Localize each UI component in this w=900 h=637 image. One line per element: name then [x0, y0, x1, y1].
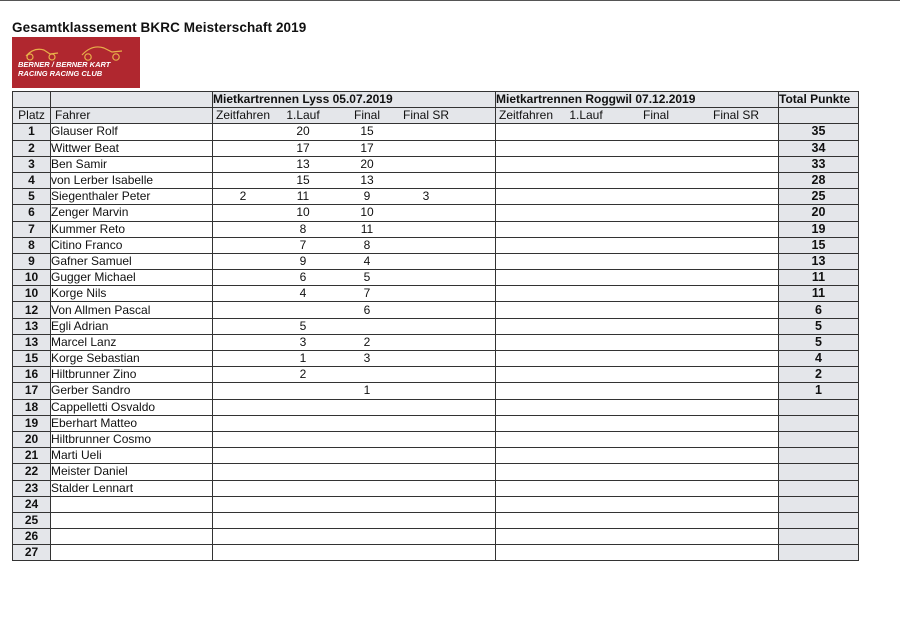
race1-subheaders [213, 108, 496, 124]
race1-lauf-cell: 17 [296, 140, 310, 155]
race1-final-sr-cell [401, 141, 451, 156]
race1-final-cell: 5 [363, 270, 371, 285]
rank-cell: 9 [13, 253, 51, 269]
total-points-cell: 1 [779, 383, 859, 399]
driver-name-cell: Glauser Rolf [51, 124, 213, 140]
total-points-cell: 2 [779, 367, 859, 383]
race1-zeitfahren-cell [213, 222, 273, 237]
total-points-cell [779, 399, 859, 415]
race2-results [496, 140, 779, 156]
driver-name-cell: Cappelletti Osvaldo [51, 399, 213, 415]
race2-col-final-sr: Final SR [712, 108, 759, 123]
race1-zeitfahren-cell [213, 303, 273, 318]
race1-results [213, 399, 496, 415]
table-row [13, 318, 859, 334]
race1-final-sr-cell [401, 335, 451, 350]
race2-results [496, 318, 779, 334]
race2-results [496, 512, 779, 528]
total-points-cell [779, 480, 859, 496]
race1-lauf-cell: 7 [299, 237, 307, 252]
driver-name-cell: Siegenthaler Peter [51, 189, 213, 205]
driver-name-cell [51, 545, 213, 561]
race2-results [496, 351, 779, 367]
race1-results [213, 172, 496, 188]
race1-final-cell: 10 [360, 205, 374, 220]
total-points-cell: 5 [779, 318, 859, 334]
race1-results [213, 253, 496, 269]
race1-results [213, 496, 496, 512]
table-row [13, 512, 859, 528]
table-row [13, 124, 859, 140]
race2-results [496, 448, 779, 464]
race1-results [213, 545, 496, 561]
column-header-row [13, 108, 859, 124]
race1-lauf-cell: 9 [299, 253, 307, 268]
race1-results [213, 270, 496, 286]
total-points-cell: 4 [779, 351, 859, 367]
race2-results [496, 172, 779, 188]
race1-final-cell: 9 [363, 189, 371, 204]
race2-results [496, 415, 779, 431]
rank-cell: 21 [13, 448, 51, 464]
total-title: Total Punkte [779, 92, 859, 108]
driver-name-cell: Ben Samir [51, 156, 213, 172]
rank-cell: 18 [13, 399, 51, 415]
race2-results [496, 189, 779, 205]
race1-results [213, 529, 496, 545]
race1-lauf-cell: 11 [296, 189, 310, 204]
total-points-cell: 28 [779, 172, 859, 188]
race1-final-cell: 15 [360, 124, 374, 139]
rank-cell: 15 [13, 351, 51, 367]
table-row [13, 415, 859, 431]
total-points-cell: 33 [779, 156, 859, 172]
driver-name-cell: Eberhart Matteo [51, 415, 213, 431]
race1-final-sr-cell [401, 319, 451, 334]
race2-results [496, 545, 779, 561]
race1-results [213, 237, 496, 253]
race-header-row [13, 92, 859, 108]
race1-results [213, 415, 496, 431]
rank-cell: 10 [13, 286, 51, 302]
race1-final-sr-cell [401, 173, 451, 188]
rank-cell: 24 [13, 496, 51, 512]
race2-col-zeitfahren: Zeitfahren [498, 108, 554, 123]
race1-results [213, 124, 496, 140]
total-points-cell: 20 [779, 205, 859, 221]
total-points-cell: 25 [779, 189, 859, 205]
rank-cell: 10 [13, 270, 51, 286]
driver-name-cell: Hiltbrunner Cosmo [51, 431, 213, 447]
rank-cell: 27 [13, 545, 51, 561]
rank-cell: 25 [13, 512, 51, 528]
race1-lauf-cell: 15 [296, 173, 310, 188]
driver-name-cell [51, 496, 213, 512]
rank-cell: 4 [13, 172, 51, 188]
rank-cell: 22 [13, 464, 51, 480]
total-points-cell [779, 512, 859, 528]
race1-col-final-sr: Final SR [402, 108, 449, 123]
header-blank-total [779, 108, 859, 124]
driver-name-cell: Stalder Lennart [51, 480, 213, 496]
race1-zeitfahren-cell [213, 286, 273, 301]
race1-results [213, 302, 496, 318]
table-row [13, 205, 859, 221]
table-row [13, 351, 859, 367]
race1-final-cell [333, 319, 401, 334]
race2-results [496, 399, 779, 415]
total-points-cell [779, 448, 859, 464]
race2-results [496, 286, 779, 302]
table-row [13, 334, 859, 350]
driver-name-cell [51, 529, 213, 545]
rank-cell: 3 [13, 156, 51, 172]
race1-zeitfahren-cell [213, 124, 273, 139]
rank-cell: 2 [13, 140, 51, 156]
header-blank-platz [13, 92, 51, 108]
race1-results [213, 221, 496, 237]
total-points-cell: 11 [779, 286, 859, 302]
table-row [13, 156, 859, 172]
race1-col-zeitfahren: Zeitfahren [215, 108, 271, 123]
driver-name-cell: Zenger Marvin [51, 205, 213, 221]
race1-zeitfahren-cell [213, 319, 273, 334]
race2-results [496, 367, 779, 383]
race1-final-cell: 11 [360, 221, 374, 236]
race1-zeitfahren-cell [213, 335, 273, 350]
driver-name-cell: von Lerber Isabelle [51, 172, 213, 188]
rank-cell: 5 [13, 189, 51, 205]
rank-cell: 8 [13, 237, 51, 253]
total-points-cell: 5 [779, 334, 859, 350]
table-row [13, 253, 859, 269]
race1-col-final: Final [353, 108, 380, 123]
race1-zeitfahren-cell: 2 [239, 189, 247, 204]
race1-lauf-cell: 6 [299, 270, 307, 285]
race1-final-cell: 1 [363, 383, 371, 398]
race1-final-cell: 2 [363, 334, 371, 349]
race2-title: Mietkartrennen Roggwil 07.12.2019 [496, 92, 779, 108]
race1-final-sr-cell [401, 383, 451, 398]
race1-lauf-cell: 4 [299, 286, 307, 301]
rank-cell: 12 [13, 302, 51, 318]
race1-lauf-cell [273, 303, 333, 318]
race1-final-sr-cell [401, 254, 451, 269]
race1-zeitfahren-cell [213, 383, 273, 398]
rank-cell: 17 [13, 383, 51, 399]
race1-results [213, 351, 496, 367]
race1-results [213, 205, 496, 221]
race1-results [213, 480, 496, 496]
race1-zeitfahren-cell [213, 157, 273, 172]
race2-results [496, 383, 779, 399]
race2-results [496, 529, 779, 545]
race2-results [496, 221, 779, 237]
table-row [13, 221, 859, 237]
race1-results [213, 448, 496, 464]
total-points-cell: 6 [779, 302, 859, 318]
table-row [13, 302, 859, 318]
race2-results [496, 431, 779, 447]
race2-results [496, 496, 779, 512]
driver-name-cell: Meister Daniel [51, 464, 213, 480]
race1-zeitfahren-cell [213, 270, 273, 285]
standings-body [13, 124, 859, 561]
total-points-cell [779, 415, 859, 431]
race2-col-final: Final [642, 108, 669, 123]
total-points-cell [779, 496, 859, 512]
race2-results [496, 464, 779, 480]
race1-lauf-cell: 2 [299, 367, 307, 382]
race2-results [496, 205, 779, 221]
table-row [13, 545, 859, 561]
race1-zeitfahren-cell [213, 205, 273, 220]
race1-lauf-cell: 10 [296, 205, 310, 220]
driver-name-cell: Wittwer Beat [51, 140, 213, 156]
race1-final-cell: 4 [363, 253, 371, 268]
rank-cell: 16 [13, 367, 51, 383]
table-row [13, 448, 859, 464]
table-row [13, 237, 859, 253]
driver-name-cell: Gafner Samuel [51, 253, 213, 269]
race1-final-sr-cell [401, 303, 451, 318]
driver-name-cell: Korge Sebastian [51, 351, 213, 367]
total-points-cell: 19 [779, 221, 859, 237]
total-points-cell [779, 431, 859, 447]
table-row [13, 270, 859, 286]
race1-lauf-cell: 13 [296, 156, 310, 171]
race1-final-cell: 6 [363, 302, 371, 317]
race1-zeitfahren-cell [213, 351, 273, 366]
race1-final-sr-cell [401, 157, 451, 172]
race1-final-cell: 7 [363, 286, 371, 301]
race1-final-cell [333, 367, 401, 382]
rank-cell: 26 [13, 529, 51, 545]
race2-results [496, 253, 779, 269]
race1-col-lauf: 1.Lauf [286, 108, 320, 123]
race1-final-sr-cell [401, 222, 451, 237]
race1-final-cell: 13 [360, 173, 374, 188]
race1-lauf-cell: 1 [299, 351, 307, 366]
total-points-cell: 13 [779, 253, 859, 269]
rank-cell: 23 [13, 480, 51, 496]
race1-results [213, 367, 496, 383]
race2-results [496, 124, 779, 140]
race2-results [496, 237, 779, 253]
col-fahrer: Fahrer [51, 108, 213, 124]
race1-zeitfahren-cell [213, 238, 273, 253]
race1-results [213, 464, 496, 480]
total-points-cell [779, 464, 859, 480]
race1-lauf-cell: 3 [299, 334, 307, 349]
top-rule [0, 0, 900, 1]
race1-lauf-cell: 8 [299, 221, 307, 236]
logo-line-2: RACING RACING CLUB [18, 69, 103, 78]
race1-results [213, 189, 496, 205]
race1-final-sr-cell [401, 205, 451, 220]
race1-final-sr-cell [401, 351, 451, 366]
race1-results [213, 156, 496, 172]
rank-cell: 1 [13, 124, 51, 140]
table-row [13, 172, 859, 188]
page-title: Gesamtklassement BKRC Meisterschaft 2019 [12, 20, 307, 35]
driver-name-cell: Marti Ueli [51, 448, 213, 464]
total-points-cell: 11 [779, 270, 859, 286]
race1-results [213, 512, 496, 528]
table-row [13, 496, 859, 512]
table-row [13, 189, 859, 205]
driver-name-cell: Marcel Lanz [51, 334, 213, 350]
race1-final-sr-cell [401, 238, 451, 253]
rank-cell: 7 [13, 221, 51, 237]
rank-cell: 19 [13, 415, 51, 431]
race1-final-sr-cell [401, 270, 451, 285]
race1-zeitfahren-cell [213, 367, 273, 382]
rank-cell: 13 [13, 334, 51, 350]
table-row [13, 480, 859, 496]
table-row [13, 529, 859, 545]
col-platz: Platz [13, 108, 51, 124]
race1-final-sr-cell [401, 367, 451, 382]
standings-table [12, 91, 859, 561]
driver-name-cell: Egli Adrian [51, 318, 213, 334]
race1-results [213, 318, 496, 334]
race1-results [213, 286, 496, 302]
table-row [13, 464, 859, 480]
total-points-cell: 15 [779, 237, 859, 253]
race1-final-cell: 17 [360, 140, 374, 155]
club-logo [12, 37, 140, 88]
race1-zeitfahren-cell [213, 141, 273, 156]
race1-results [213, 383, 496, 399]
table-row [13, 286, 859, 302]
race1-results [213, 140, 496, 156]
race1-zeitfahren-cell [213, 254, 273, 269]
race2-col-lauf: 1.Lauf [569, 108, 603, 123]
race2-subheaders [496, 108, 779, 124]
driver-name-cell: Korge Nils [51, 286, 213, 302]
driver-name-cell: Kummer Reto [51, 221, 213, 237]
logo-line-1: BERNER / BERNER KART [18, 60, 111, 69]
race1-final-sr-cell [401, 124, 451, 139]
race1-final-cell: 20 [360, 156, 374, 171]
total-points-cell: 34 [779, 140, 859, 156]
race1-title: Mietkartrennen Lyss 05.07.2019 [213, 92, 496, 108]
race1-lauf-cell [273, 383, 333, 398]
total-points-cell [779, 545, 859, 561]
driver-name-cell: Hiltbrunner Zino [51, 367, 213, 383]
driver-name-cell: Gugger Michael [51, 270, 213, 286]
race2-results [496, 270, 779, 286]
table-row [13, 383, 859, 399]
race1-lauf-cell: 5 [299, 318, 307, 333]
race1-zeitfahren-cell [213, 173, 273, 188]
race2-results [496, 156, 779, 172]
table-row [13, 367, 859, 383]
race1-final-sr-cell [401, 286, 451, 301]
race1-results [213, 431, 496, 447]
driver-name-cell: Gerber Sandro [51, 383, 213, 399]
table-row [13, 431, 859, 447]
driver-name-cell [51, 512, 213, 528]
race2-results [496, 334, 779, 350]
race1-final-cell: 3 [363, 351, 371, 366]
total-points-cell [779, 529, 859, 545]
header-blank-fahrer [51, 92, 213, 108]
race1-final-cell: 8 [363, 237, 371, 252]
race2-results [496, 302, 779, 318]
driver-name-cell: Von Allmen Pascal [51, 302, 213, 318]
race1-lauf-cell: 20 [296, 124, 310, 139]
table-row [13, 399, 859, 415]
total-points-cell: 35 [779, 124, 859, 140]
rank-cell: 6 [13, 205, 51, 221]
race1-results [213, 334, 496, 350]
race2-results [496, 480, 779, 496]
driver-name-cell: Citino Franco [51, 237, 213, 253]
rank-cell: 13 [13, 318, 51, 334]
table-row [13, 140, 859, 156]
rank-cell: 20 [13, 431, 51, 447]
race1-final-sr-cell: 3 [422, 189, 430, 204]
